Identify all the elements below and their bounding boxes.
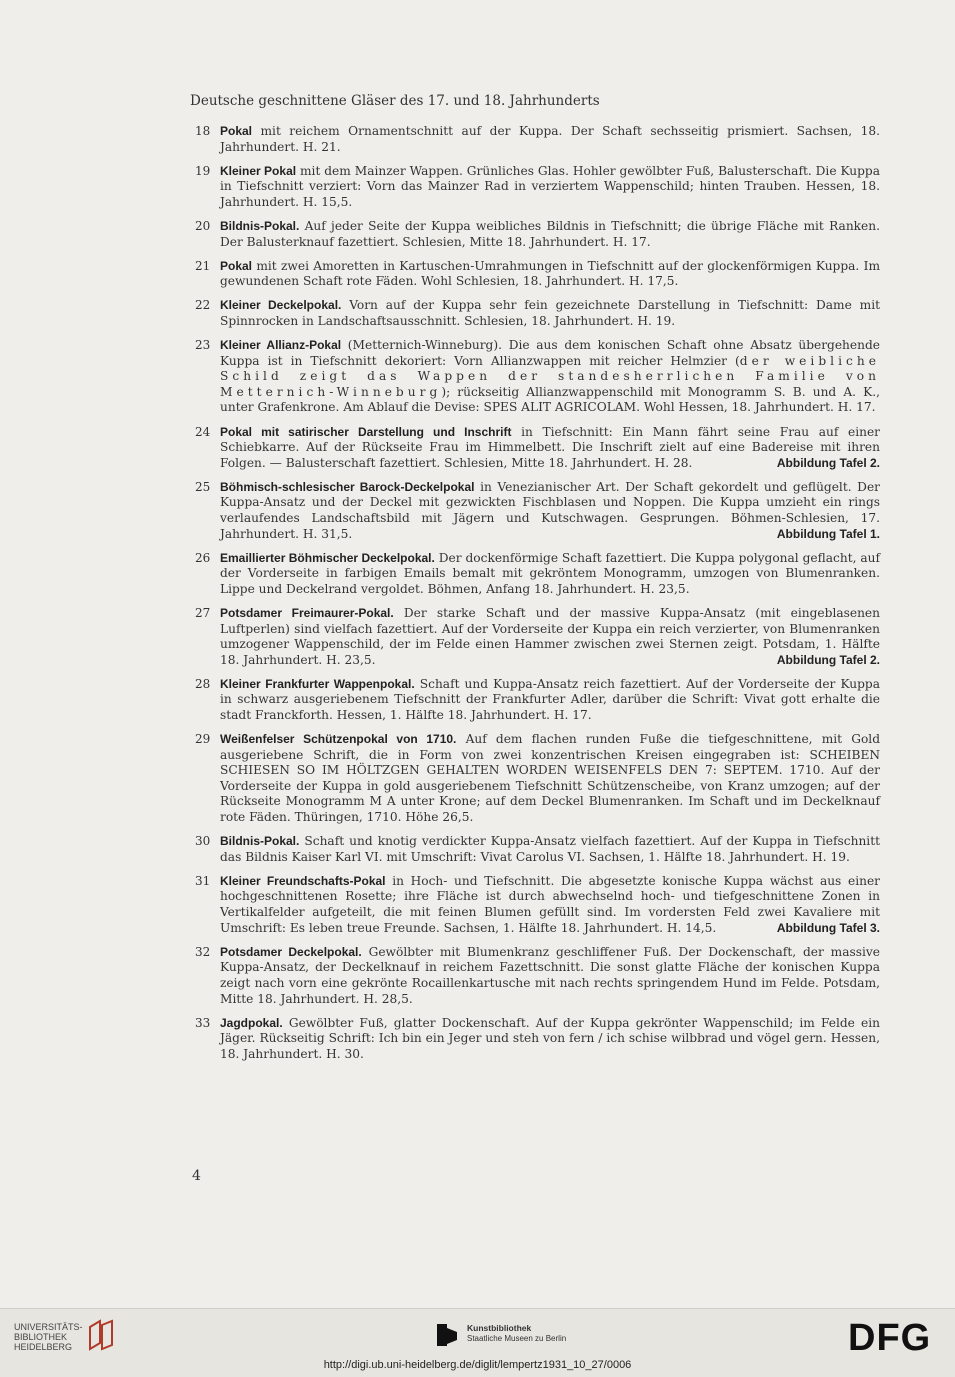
kunstbibliothek-logo-icon: [435, 1322, 459, 1348]
entry-text: Gewölbter Fuß, glatter Dockenschaft. Auf der Kuppa gekrönter Wappenschild; im Felde ein Jäger. Rückseitig Schrift: Ich bin ein Jeger und steh von fern / ich schise wilbbrad und vögel gern. Hessen, 18. Jahrhundert. H. 30.: [220, 1015, 880, 1061]
catalog-entry: [195, 1016, 880, 1063]
entry-text: Schaft und knotig verdickter Kuppa-Ansatz vielfach fazettiert. Auf der Kuppa in Tiefschnitt das Bildnis Kaiser Karl VI. mit Umschrift: Vivat Carolus VI. Sachsen, 1. Hälfte 18. Jahrhundert. H. 19.: [220, 834, 880, 864]
entry-number: 28: [195, 676, 211, 691]
entry-text: in Hoch- und Tiefschnitt. Die abgesetzte konische Kuppa wächst aus einer hochgeschnittenen Rosette; ihre Fläche ist durch abwechselnd hoch- und tiefgeschnittene Zonen in Vertikalfelder aufgeteilt, die mit feinen Blumen gefüllt sind. Im vordersten Feld zwei Kavaliere mit Umschrift: Es leben treue Freunde. Sachsen, 1. Hälfte 18. Jahrhundert. H. 14,5.: [220, 873, 880, 935]
entry-title: Kleiner Deckelpokal.: [220, 298, 342, 313]
catalog-entries: [195, 124, 880, 1071]
kunstbibliothek-label: [467, 1323, 566, 1344]
entry-text: in Tiefschnitt: Ein Mann fährt seine Frau auf einer Schiebkarre. Auf der Rückseite Frau im Himmelbett. Die Inschrift zielt auf eine Badereise mit ihren Folgen. — Balusterschaft fazettiert. Schlesien, Mitte 18. Jahrhundert. H. 28.: [220, 424, 881, 470]
entry-number: 18: [195, 124, 211, 138]
entry-number: 21: [195, 258, 211, 273]
catalog-entry: [195, 124, 880, 155]
entry-text-continued: ); rückseitig Allianzwappenschild mit Monogramm S. B. und A. K., unter Grafenkrone. Am Ablauf die Devise: SPES ALIT AGRICOLAM. Wohl Hessen, 18. Jahrhundert. H. 17.: [220, 384, 880, 415]
catalog-entry: [195, 677, 880, 724]
entry-number: 29: [195, 732, 211, 747]
page-number: 4: [192, 1168, 201, 1184]
entry-title: Kleiner Freundschafts-Pokal: [220, 873, 386, 888]
entry-text: mit reichem Ornamentschnitt auf der Kuppa. Der Schaft sechsseitig prismiert. Sachsen, 18. Jahrhundert. H. 21.: [220, 124, 880, 154]
entry-number: 20: [195, 218, 211, 233]
uni-line-2: BIBLIOTHEK: [14, 1332, 68, 1342]
entry-number: 24: [195, 424, 211, 439]
entry-title: Emaillierter Böhmischer Deckelpokal.: [220, 550, 435, 565]
entry-title: Pokal mit satirischer Darstellung und Inschrift: [220, 424, 512, 439]
entry-title: Weißenfelser Schützenpokal von 1710.: [220, 732, 457, 747]
entry-title: Potsdamer Deckelpokal.: [220, 944, 362, 959]
kb-line-2: Staatliche Museen zu Berlin: [467, 1334, 567, 1343]
entry-number: 22: [195, 298, 211, 313]
figure-reference: Abbildung Tafel 1.: [776, 526, 880, 541]
kb-line-1: Kunstbibliothek: [467, 1323, 532, 1333]
catalog-entry: [195, 298, 880, 329]
dfg-logo: DFG: [848, 1317, 932, 1359]
entry-number: 23: [195, 338, 211, 353]
catalog-entry: [195, 834, 880, 865]
entry-title: Pokal: [220, 258, 253, 273]
entry-text: Auf jeder Seite der Kuppa weibliches Bildnis in Tiefschnitt; die übrige Fläche mit Ranken. Der Balusterknauf fazettiert. Schlesien, Mitte 18. Jahrhundert. H. 17.: [220, 218, 880, 249]
entry-text: Der dockenförmige Schaft fazettiert. Die Kuppa polygonal geflacht, auf der Vorderseite in farbigen Emails bemalt mit gekröntem Monogramm, umzogen von Blumenranken. Lippe und Deckelrand vergoldet. Böhmen, Anfang 18. Jahrhundert. H. 23,5.: [220, 550, 881, 596]
catalog-entry: [195, 164, 880, 211]
uni-line-3: HEIDELBERG: [14, 1342, 73, 1352]
catalog-entry: [195, 732, 880, 826]
figure-reference: Abbildung Tafel 2.: [776, 455, 880, 470]
uni-line-1: UNIVERSITÄTS-: [14, 1322, 83, 1332]
entry-number: 32: [195, 944, 211, 959]
entry-text: Auf dem flachen runden Fuße die tiefgeschnittene, mit Gold ausgeriebene Schrift, die in Form von zwei konzentrischen Kreisen eingegraben ist: SCHEIBEN SCHIESEN SO IM HÖLTZGEN GEHALTEN WORDEN WEISENFELS DEN 7: SEPTEM. 1710. Auf der Vorderseite der Kuppa in gold ausgeriebenem Tiefschnitt Schützenscheibe, von Kranz umzogen; auf der Rückseite Monogramm M A unter Krone; auf dem Deckel Blumenranken. Im Schaft und im Deckelknauf rote Fäden. Thüringen, 1710. Höhe 26,5.: [220, 732, 880, 825]
entry-text: mit dem Mainzer Wappen. Grünliches Glas. Hohler gewölbter Fuß, Balusterschaft. Die Kuppa in Tiefschnitt verziert: Vorn das Mainzer Rad in verziertem Wappenschild; hinten Trauben. Hessen, 18. Jahrhundert. H. 15,5.: [220, 163, 880, 209]
entry-text: in Venezianischer Art. Der Schaft gekordelt und geflügelt. Der Kuppa-Ansatz und der Deckel mit gezwickten Fischblasen und Noppen. Die Kuppa umzieht ein rings verlaufendes Landschaftsbild mit Jägern und Kutschwagen. Gesprungen. Böhmen-Schlesien, 17. Jahrhundert. H. 31,5.: [220, 479, 880, 541]
university-library-label: [14, 1322, 83, 1352]
catalog-entry: [195, 259, 880, 290]
viewer-footer: [0, 1308, 955, 1377]
permalink-url[interactable]: http://digi.ub.uni-heidelberg.de/diglit/lempertz1931_10_27/0006: [323, 1359, 632, 1371]
entry-title: Kleiner Pokal: [220, 163, 297, 178]
figure-reference: Abbildung Tafel 3.: [776, 920, 880, 935]
entry-title: Potsdamer Freimaurer-Pokal.: [220, 605, 394, 620]
figure-reference: Abbildung Tafel 2.: [776, 652, 880, 667]
entry-text: Vorn auf der Kuppa sehr fein gezeichnete Darstellung in Tiefschnitt: Dame mit Spinnrocken in Landschaftsausschnitt. Schlesien, 18. Jahrhundert. H. 19.: [220, 298, 880, 328]
entry-title: Kleiner Frankfurter Wappenpokal.: [220, 676, 415, 691]
entry-title: Böhmisch-schlesischer Barock-Deckelpokal: [220, 479, 475, 494]
catalog-entry: [195, 945, 880, 1007]
entry-title: Bildnis-Pokal.: [220, 218, 300, 233]
university-logo-icon: [86, 1319, 116, 1351]
entry-number: 19: [195, 163, 211, 178]
entry-number: 30: [195, 834, 211, 849]
entry-number: 27: [195, 605, 211, 620]
entry-title: Pokal: [220, 124, 253, 138]
entry-text: Der starke Schaft und der massive Kuppa-Ansatz (mit eingeblasenen Luftperlen) sind vielfach fazettiert. Auf der Vorderseite der Kuppa ein reich verzierter, von Blumenranken umzogener Wappenschild, der im Felde einen Hammer zwischen zwei Sternen zeigt. Potsdam, 1. Hälfte 18. Jahrhundert. H. 23,5.: [220, 605, 880, 667]
catalog-entry: [195, 425, 880, 472]
catalog-entry: [195, 874, 880, 936]
entry-text: (Metternich-Winneburg). Die aus dem konischen Schaft ohne Absatz übergehende Kuppa ist in Tiefschnitt dekoriert: Vorn Allianzwappen mit reicher Helmzier (: [220, 338, 880, 368]
catalog-entry: [195, 219, 880, 250]
entry-number: 26: [195, 550, 211, 565]
entry-text: Schaft und Kuppa-Ansatz reich fazettiert. Auf der Vorderseite der Kuppa in schwarz ausgeriebenem Tiefschnitt der Frankfurter Adler, darüber die Schrift: Vivat gott erhalte die stadt Franckforth. Hessen, 1. Hälfte 18. Jahrhundert. H. 17.: [220, 676, 880, 722]
entry-title: Bildnis-Pokal.: [220, 834, 300, 849]
entry-number: 25: [195, 479, 211, 494]
catalog-entry: [195, 480, 880, 542]
catalog-entry: [195, 551, 880, 598]
entry-text: Gewölbter mit Blumenkranz geschliffener Fuß. Der Dockenschaft, der massive Kuppa-Ansatz, der Deckelknauf in reichem Fazettschnitt. Die sonst glatte Fläche der konischen Kuppa zeigt nach vorn eine gekrönte Rocaillenkartusche mit nach rechts springendem Hund im Felde. Potsdam, Mitte 18. Jahrhundert. H. 28,5.: [220, 944, 881, 1006]
entry-number: 33: [195, 1015, 211, 1030]
catalog-entry: [195, 606, 880, 668]
entry-title: Jagdpokal.: [220, 1015, 283, 1030]
entry-text: mit zwei Amoretten in Kartuschen-Umrahmungen in Tiefschnitt auf der glockenförmigen Kuppa. Im gewundenen Schaft rote Fäden. Wohl Schlesien, 18. Jahrhundert. H. 17,5.: [220, 258, 880, 289]
running-header: Deutsche geschnittene Gläser des 17. und 18. Jahrhunderts: [190, 93, 600, 109]
entry-title: Kleiner Allianz-Pokal: [220, 338, 342, 353]
entry-number: 31: [195, 873, 211, 888]
catalog-entry: [195, 338, 880, 416]
entry-text-spaced: der weibliche Schild zeigt das Wappen der standesherrlichen Familie von Metternich-Winneburg: [220, 353, 880, 399]
